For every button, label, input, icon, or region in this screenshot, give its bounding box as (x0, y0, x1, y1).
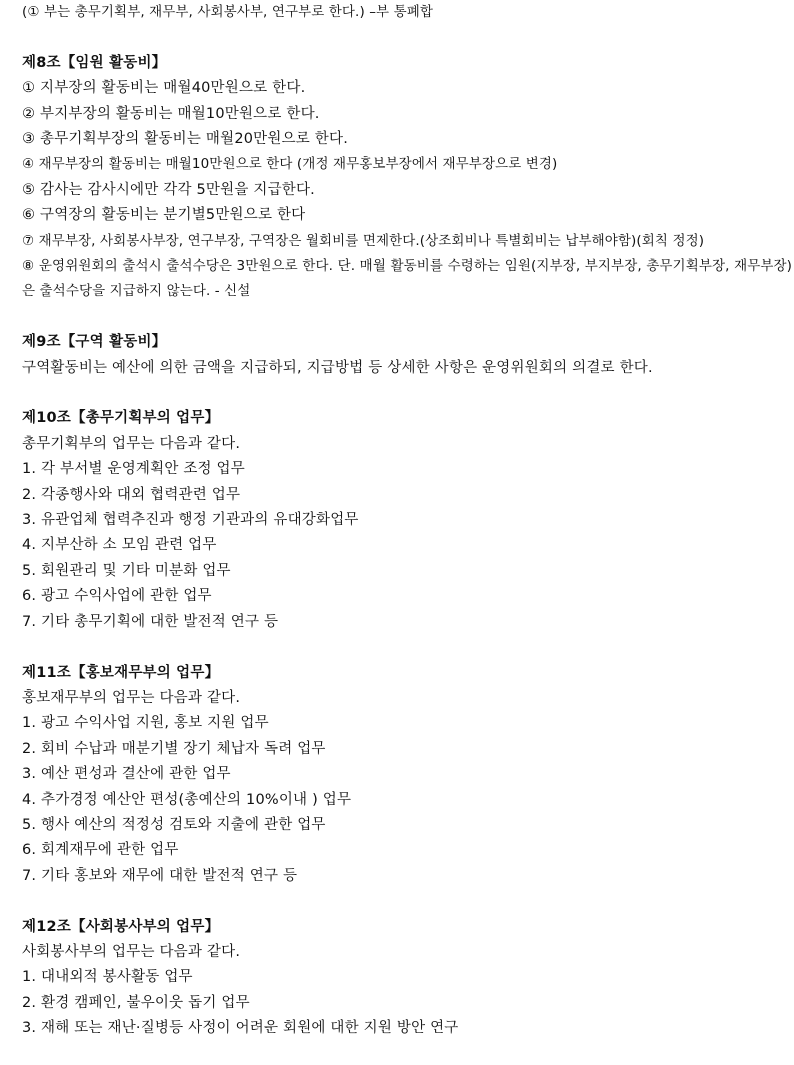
article-11-item: 2. 회비 수납과 매분기별 장기 체납자 독려 업무 (22, 740, 326, 757)
article-10-item: 5. 회원관리 및 기타 미분화 업무 (22, 562, 231, 579)
article-8 (22, 51, 792, 305)
article-9-text: 구역활동비는 예산에 의한 금액을 지급하되, 지급방법 등 상세한 사항은 운영위원회의 의결로 한다. (22, 359, 653, 376)
article-12 (22, 915, 792, 1042)
article-10-item: 2. 각종행사와 대외 협력관련 업무 (22, 486, 241, 503)
article-12-heading: 제12조【사회봉사부의 업무】 (22, 918, 220, 935)
article-8-item: ② 부지부장의 활동비는 매월10만원으로 한다. (22, 105, 320, 122)
document-page (22, 0, 792, 1042)
article-9 (22, 330, 792, 381)
top-note: (① 부는 총무기획부, 재무부, 사회봉사부, 연구부로 한다.) –부 통폐합 (22, 4, 434, 20)
article-10-item: 7. 기타 총무기획에 대한 발전적 연구 등 (22, 613, 279, 630)
article-10-intro: 총무기획부의 업무는 다음과 같다. (22, 435, 241, 452)
article-11-item: 1. 광고 수익사업 지원, 홍보 지원 업무 (22, 715, 269, 732)
article-10-item: 6. 광고 수익사업에 관한 업무 (22, 588, 212, 605)
article-11-item: 7. 기타 홍보와 재무에 대한 발전적 연구 등 (22, 867, 298, 884)
article-11 (22, 661, 792, 890)
article-11-item: 3. 예산 편성과 결산에 관한 업무 (22, 766, 231, 783)
article-8-item: ⑦ 재무부장, 사회봉사부장, 연구부장, 구역장은 월회비를 면제한다.(상조회비나 특별회비는 납부해야함)(회칙 정정) (22, 232, 705, 249)
article-10-item: 4. 지부산하 소 모임 관련 업무 (22, 537, 217, 554)
article-8-item: ⑤ 감사는 감사시에만 각각 5만원을 지급한다. (22, 181, 315, 198)
article-8-item: ⑥ 구역장의 활동비는 분기별5만원으로 한다 (22, 207, 306, 224)
article-12-item: 2. 환경 캠페인, 불우이웃 돕기 업무 (22, 994, 250, 1011)
article-10 (22, 406, 792, 635)
article-8-heading: 제8조【임원 활동비】 (22, 54, 167, 71)
article-11-heading: 제11조【홍보재무부의 업무】 (22, 664, 220, 681)
article-8-item: ① 지부장의 활동비는 매월40만원으로 한다. (22, 80, 306, 97)
article-8-item: ③ 총무기획부장의 활동비는 매월20만원으로 한다. (22, 131, 349, 148)
article-10-item: 1. 각 부서별 운영계획안 조정 업무 (22, 461, 245, 478)
article-11-intro: 홍보재무부의 업무는 다음과 같다. (22, 689, 241, 706)
article-8-item: ④ 재무부장의 활동비는 매월10만원으로 한다 (개정 재무홍보부장에서 재무부장으로 변경) (22, 156, 558, 173)
article-12-item: 3. 재해 또는 재난·질병등 사정이 어려운 회원에 대한 지원 방안 연구 (22, 1020, 459, 1037)
article-10-item: 3. 유관업체 협력추진과 행정 기관과의 유대강화업무 (22, 512, 359, 529)
article-9-heading: 제9조【구역 활동비】 (22, 334, 167, 351)
article-11-item: 4. 추가경정 예산안 편성(총예산의 10%이내 ) 업무 (22, 791, 352, 808)
article-11-item: 6. 회계재무에 관한 업무 (22, 842, 179, 859)
article-12-item: 1. 대내외적 봉사활동 업무 (22, 969, 193, 986)
article-11-item: 5. 행사 예산의 적정성 검토와 지출에 관한 업무 (22, 816, 326, 833)
article-8-item: ⑧ 운영위원회의 출석시 출석수당은 3만원으로 한다. 단. 매월 활동비를 수령하는 임원(지부장, 부지부장, 총무기획부장, 재무부장)은 출석수당을 지급하지 않는다. - 신설 (22, 258, 792, 300)
article-10-heading: 제10조【총무기획부의 업무】 (22, 410, 220, 427)
article-12-intro: 사회봉사부의 업무는 다음과 같다. (22, 943, 241, 960)
